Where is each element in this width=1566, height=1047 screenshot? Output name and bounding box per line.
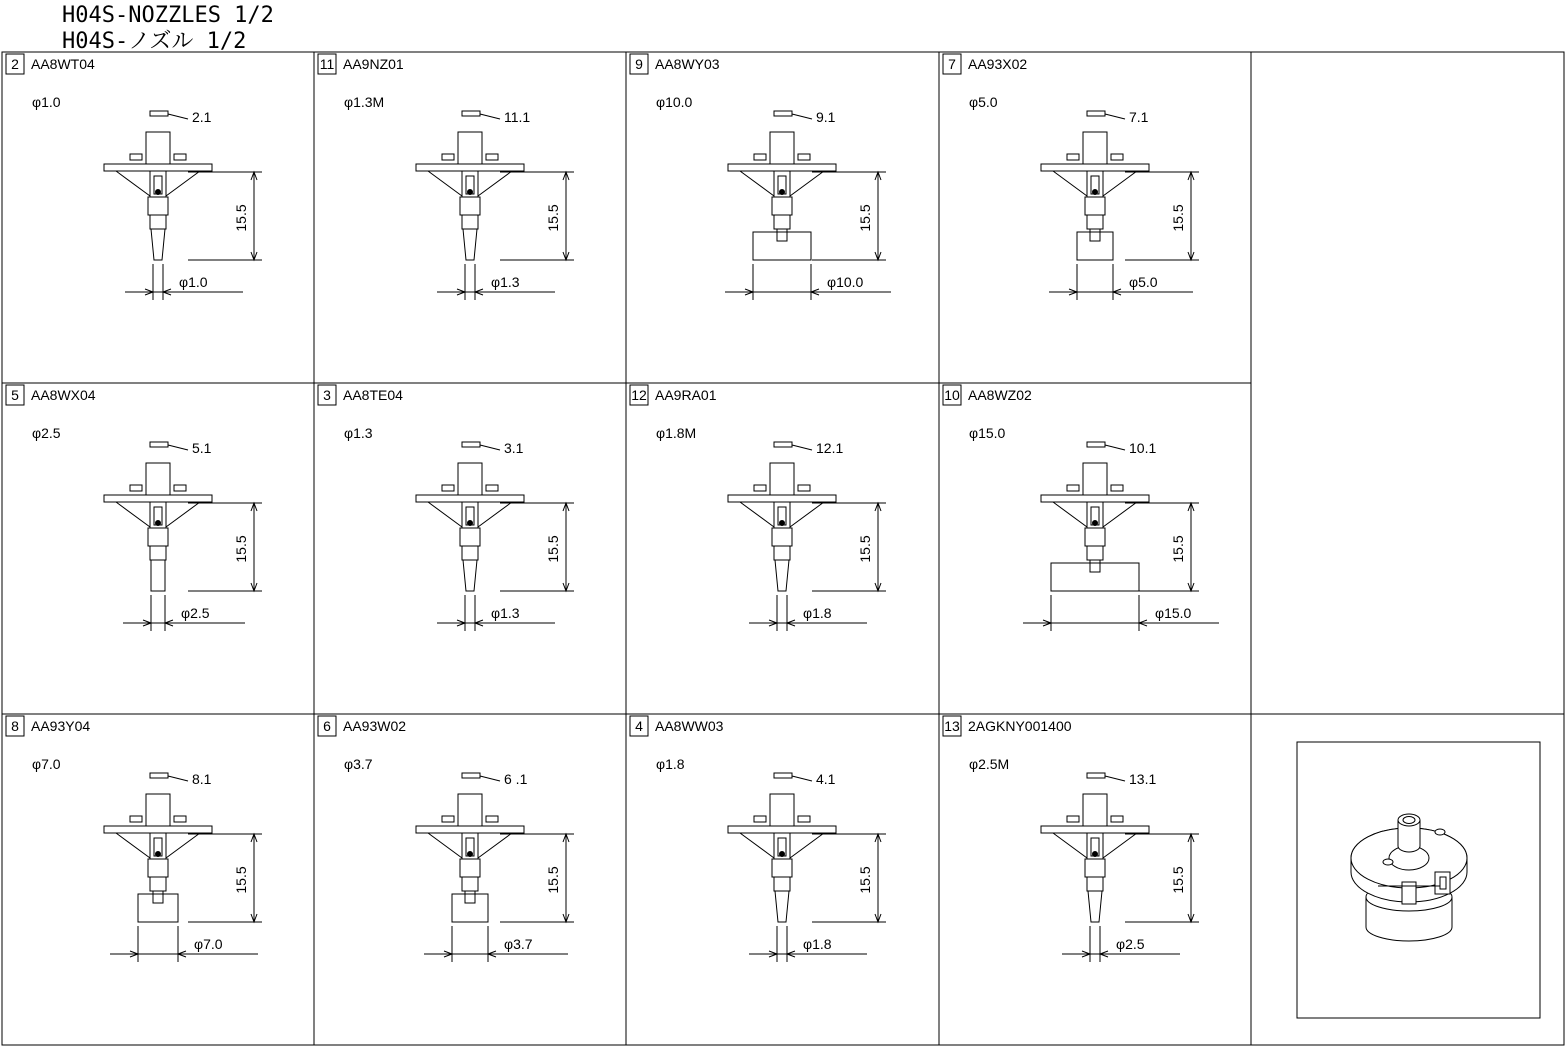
nozzle-diameter: φ3.7 [344,756,373,772]
reference-mark [774,442,792,447]
nozzle-shaft [150,215,166,229]
nozzle-pin-right [174,485,186,491]
nozzle-flange [1041,826,1149,833]
reference-mark [150,111,168,116]
index-number: 13 [944,718,960,734]
nozzle-pin-left [1067,485,1079,491]
tip-diameter: φ3.7 [504,936,533,952]
nozzle-flange [416,826,524,833]
reference-leader [1105,776,1125,781]
nozzle-stem [770,794,794,826]
nozzle-cell-8 [6,716,262,962]
nozzle-flange [104,164,212,171]
nozzle-tip [775,891,789,922]
nozzle-pin-right [798,485,810,491]
nozzle-stem [1083,132,1107,164]
reference-number: 2.1 [192,109,212,125]
nozzle-tip [1077,232,1113,260]
index-number: 8 [11,718,19,734]
nozzle-cell-6 [318,716,574,962]
reference-leader [1105,114,1125,119]
nozzle-holder [1085,528,1105,546]
height-label: 15.5 [545,535,561,563]
index-number: 4 [635,718,643,734]
tip-diameter: φ7.0 [194,936,223,952]
tip-diameter: φ1.3 [491,605,520,621]
nozzle-pin-right [486,816,498,822]
tip-diameter: φ1.8 [803,936,832,952]
nozzle-stem [458,794,482,826]
part-code: AA93W02 [343,718,407,734]
nozzle-shaft [1087,877,1103,891]
nozzle-tip [151,229,165,260]
nozzle-pin-right [1111,485,1123,491]
nozzle-stem [458,132,482,164]
tip-diameter: φ10.0 [827,274,864,290]
nozzle-stem [770,132,794,164]
reference-number: 13.1 [1129,771,1157,787]
nozzle-shaft [1087,546,1103,560]
nozzle-hole [156,521,161,526]
reference-leader [168,114,188,119]
nozzle-diameter: φ5.0 [969,94,998,110]
reference-leader [792,114,812,119]
nozzle-shaft [150,877,166,891]
part-code: AA8WZ02 [968,387,1032,403]
nozzle-body [728,132,836,260]
index-number: 6 [323,718,331,734]
nozzle-stem [1083,794,1107,826]
nozzle-hole [1093,521,1098,526]
nozzle-neck [1090,560,1100,572]
part-code: AA8TE04 [343,387,403,403]
nozzle-tip [463,229,477,260]
nozzle-hole [780,852,785,857]
nozzle-flange [728,826,836,833]
nozzle-shaft [774,215,790,229]
reference-mark [462,111,480,116]
nozzle-body [1041,463,1149,591]
nozzle-diameter: φ1.3 [344,425,373,441]
nozzle-diameter: φ10.0 [656,94,693,110]
part-code: AA8WY03 [655,56,720,72]
nozzle-shaft [774,877,790,891]
nozzle-diameter: φ2.5M [969,756,1010,772]
nozzle-hole [468,521,473,526]
reference-leader [168,776,188,781]
nozzle-pin-left [754,816,766,822]
nozzle-diameter: φ1.8M [656,425,697,441]
height-label: 15.5 [1170,866,1186,894]
reference-number: 12.1 [816,440,844,456]
part-code: AA8WX04 [31,387,96,403]
nozzle-tip [753,232,811,260]
reference-mark [774,773,792,778]
reference-number: 10.1 [1129,440,1157,456]
nozzle-flange [416,495,524,502]
reference-leader [168,445,188,450]
isometric-nozzle-view [1297,742,1540,1018]
reference-leader [480,776,500,781]
title-english: H04S-NOZZLES 1/2 [62,3,274,28]
nozzle-body [416,794,524,922]
reference-number: 4.1 [816,771,836,787]
nozzle-flange [1041,164,1149,171]
reference-leader [792,776,812,781]
reference-mark [462,442,480,447]
nozzle-pin-right [798,816,810,822]
nozzle-neck [153,891,163,903]
nozzle-shaft [1087,215,1103,229]
index-number: 9 [635,56,643,72]
nozzle-shaft [774,546,790,560]
height-label: 15.5 [857,866,873,894]
nozzle-pin-left [1067,154,1079,160]
nozzle-shaft [462,877,478,891]
nozzle-flange [416,164,524,171]
index-number: 11 [319,56,335,72]
nozzle-flange [104,495,212,502]
nozzle-body [416,463,524,591]
nozzle-holder [460,859,480,877]
nozzle-neck [777,229,787,241]
nozzle-holder [148,528,168,546]
tip-diameter: φ1.8 [803,605,832,621]
part-code: AA8WT04 [31,56,95,72]
nozzle-neck [1090,229,1100,241]
nozzle-pin-right [174,816,186,822]
reference-mark [150,442,168,447]
nozzle-shaft [462,215,478,229]
reference-number: 7.1 [1129,109,1149,125]
nozzle-holder [460,528,480,546]
nozzle-hole [156,190,161,195]
nozzle-tip [1051,563,1139,591]
tip-diameter: φ2.5 [1116,936,1145,952]
nozzle-diameter: φ7.0 [32,756,61,772]
nozzle-body [728,794,836,922]
nozzle-holder [1085,197,1105,215]
nozzle-cell-10 [943,385,1219,631]
nozzle-cell-2 [6,54,262,300]
nozzle-diameter: φ1.8 [656,756,685,772]
nozzle-pin-right [174,154,186,160]
nozzle-cell-5 [6,385,262,631]
index-number: 12 [631,387,647,403]
nozzle-pin-right [798,154,810,160]
nozzle-pin-left [442,816,454,822]
nozzle-flange [728,495,836,502]
nozzle-hole [1093,190,1098,195]
nozzle-stem [146,794,170,826]
reference-leader [480,445,500,450]
nozzle-tip [775,560,789,591]
nozzle-tip [1088,891,1102,922]
nozzle-body [416,132,524,260]
nozzle-tip [452,894,488,922]
nozzle-pin-left [130,154,142,160]
reference-number: 11.1 [504,109,531,125]
reference-leader [1105,445,1125,450]
reference-mark [1087,111,1105,116]
part-code: 2AGKNY001400 [968,718,1072,734]
nozzle-cell-12 [630,385,886,631]
height-label: 15.5 [233,535,249,563]
nozzle-cell-4 [630,716,886,962]
nozzle-pin-left [442,485,454,491]
reference-number: 9.1 [816,109,836,125]
tip-diameter: φ1.3 [491,274,520,290]
nozzle-body [104,463,212,591]
nozzle-diameter: φ15.0 [969,425,1006,441]
nozzle-stem [146,463,170,495]
nozzle-pin-right [486,485,498,491]
height-label: 15.5 [1170,535,1186,563]
nozzle-holder [1085,859,1105,877]
nozzle-holder [148,197,168,215]
nozzle-diameter: φ1.0 [32,94,61,110]
part-code: AA9RA01 [655,387,717,403]
nozzle-hole [468,190,473,195]
height-label: 15.5 [857,535,873,563]
nozzle-stem [1083,463,1107,495]
nozzle-shaft [150,546,166,560]
nozzle-holder [772,859,792,877]
nozzle-tip [151,560,165,591]
reference-mark [1087,773,1105,778]
nozzle-tip [138,894,178,922]
nozzle-hole [780,190,785,195]
index-number: 3 [323,387,331,403]
nozzle-pin-right [1111,154,1123,160]
nozzle-diameter: φ1.3M [344,94,385,110]
nozzle-body [728,463,836,591]
nozzle-cell-13 [943,716,1199,962]
title-japanese: H04S-ノズル 1/2 [62,29,247,54]
reference-mark [774,111,792,116]
nozzle-body [104,794,212,922]
reference-number: 6 .1 [504,771,528,787]
reference-number: 8.1 [192,771,212,787]
nozzle-neck [465,891,475,903]
nozzle-flange [104,826,212,833]
tip-diameter: φ1.0 [179,274,208,290]
height-label: 15.5 [545,204,561,232]
nozzle-body [1041,132,1149,260]
nozzle-pin-left [1067,816,1079,822]
nozzle-cell-3 [318,385,574,631]
nozzle-cell-9 [630,54,891,300]
nozzle-holder [148,859,168,877]
nozzle-stem [146,132,170,164]
nozzle-hole [156,852,161,857]
reference-mark [462,773,480,778]
height-label: 15.5 [233,866,249,894]
nozzle-body [1041,794,1149,922]
nozzle-pin-left [754,154,766,160]
nozzle-stem [770,463,794,495]
reference-number: 3.1 [504,440,524,456]
reference-mark [1087,442,1105,447]
nozzle-flange [1041,495,1149,502]
reference-leader [792,445,812,450]
tip-diameter: φ5.0 [1129,274,1158,290]
index-number: 10 [944,387,960,403]
part-code: AA9NZ01 [343,56,404,72]
reference-leader [480,114,500,119]
nozzle-hole [1093,852,1098,857]
nozzle-pin-left [130,485,142,491]
nozzle-pin-right [486,154,498,160]
reference-mark [150,773,168,778]
part-code: AA93Y04 [31,718,91,734]
nozzle-pin-right [1111,816,1123,822]
nozzle-pin-left [130,816,142,822]
height-label: 15.5 [545,866,561,894]
part-code: AA93X02 [968,56,1028,72]
height-label: 15.5 [233,204,249,232]
nozzle-stem [458,463,482,495]
nozzle-pin-left [754,485,766,491]
height-label: 15.5 [857,204,873,232]
index-number: 7 [948,56,956,72]
nozzle-hole [468,852,473,857]
index-number: 2 [11,56,19,72]
nozzle-shaft [462,546,478,560]
nozzle-cell-11 [318,54,574,300]
reference-number: 5.1 [192,440,212,456]
nozzle-holder [772,197,792,215]
nozzle-hole [780,521,785,526]
nozzle-cell-7 [943,54,1199,300]
tip-diameter: φ15.0 [1155,605,1192,621]
nozzle-body [104,132,212,260]
nozzle-holder [772,528,792,546]
part-code: AA8WW03 [655,718,724,734]
nozzle-pin-left [442,154,454,160]
nozzle-diameter: φ2.5 [32,425,61,441]
tip-diameter: φ2.5 [181,605,210,621]
height-label: 15.5 [1170,204,1186,232]
nozzle-tip [463,560,477,591]
index-number: 5 [11,387,19,403]
nozzle-flange [728,164,836,171]
nozzle-holder [460,197,480,215]
